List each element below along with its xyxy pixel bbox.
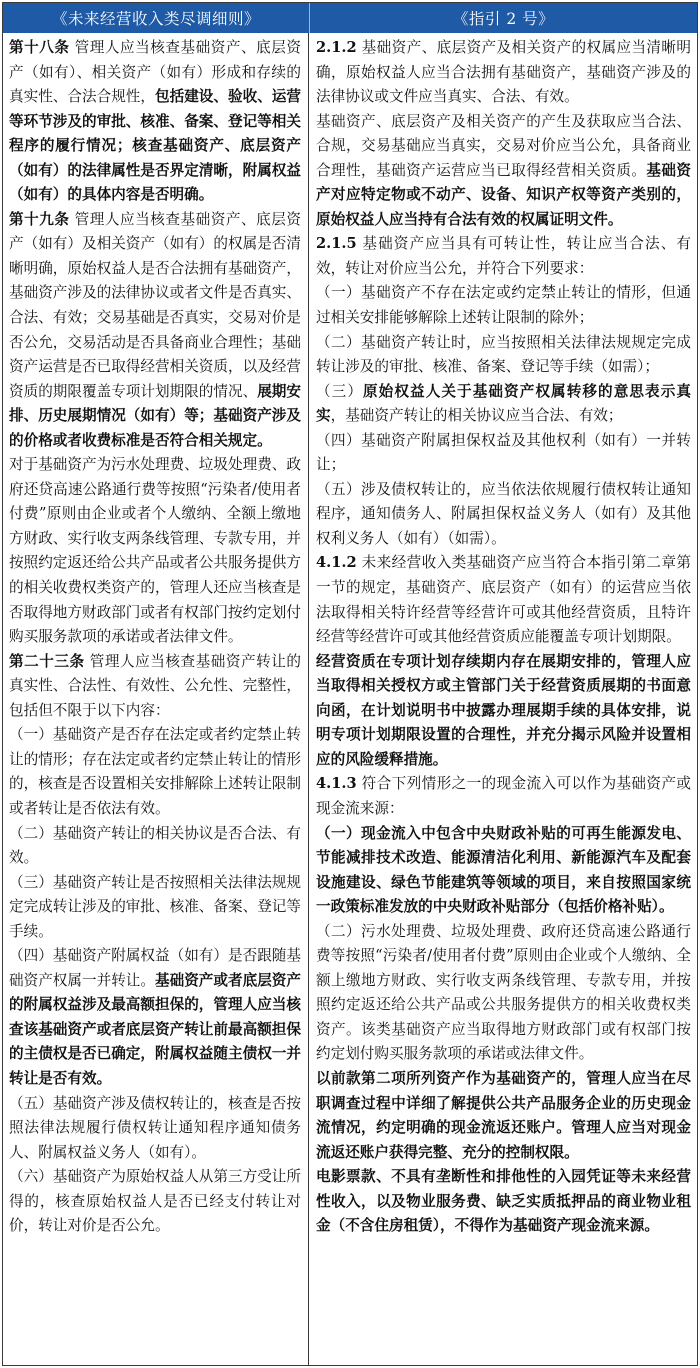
body-text: （五）涉及债权转让的，应当依法依规履行债权转让通知程序，通知债务人、附属担保权益义务人（如有）及其他权利义务人（如有）（如需）。 (316, 480, 691, 547)
right-paragraph (316, 1165, 691, 1239)
right-paragraph (316, 110, 691, 233)
body-text: 管理人应当核查基础资产、底层资产（如有）及相关资产（如有）的权属是否清晰明确，原始权益人是否合法拥有基础资产，基础资产涉及的法律协议或者文件是否真实、合法、有效；交易基础是否真实，交易对价是否公允，交易活动是否具备商业合理性；基础资产运营是否已取得经营相关资质，以及经营资质的期限覆盖专项计划期限的情况、 (9, 210, 301, 400)
body-text: （三） (316, 382, 364, 400)
right-paragraph (316, 281, 691, 330)
left-paragraph (9, 871, 301, 945)
left-paragraph (9, 208, 301, 453)
left-paragraph (9, 1092, 301, 1166)
left-paragraph (9, 650, 301, 724)
bold-text: 以前款第二项所列资产作为基础资产的，管理人应当在尽职调查过程中详细了解提供公共产品服务企业的历史现金流情况，约定明确的现金流返还账户。管理人应当对现金流返还账户获得完整、充分的控制权限。 (316, 1069, 691, 1161)
body-text: （六）基础资产为原始权益人从第三方受让所得的，核查原始权益人是否已经支付转让对价，转让对价是否公允。 (9, 1168, 301, 1235)
body-text: （二）基础资产转让的相关协议是否合法、有效。 (9, 824, 301, 867)
right-column (309, 33, 697, 1365)
right-paragraph (316, 429, 691, 478)
left-paragraph (9, 36, 301, 208)
bold-text: （一）现金流入中包含中央财政补贴的可再生能源发电、节能减排技术改造、能源清洁化利用、新能源汽车及配套设施建设、绿色节能建筑等领域的项目，来自按照国家统一政策标准发放的中央财政补贴部分（包括价格补贴）。 (316, 824, 691, 916)
right-paragraph (316, 822, 691, 920)
left-paragraph (9, 723, 301, 821)
left-paragraph (9, 1165, 301, 1239)
body-text: （三）基础资产转让是否按照相关法律法规规定完成转让涉及的审批、核准、备案、登记等手续。 (9, 873, 301, 940)
left-column (3, 33, 309, 1365)
bold-text: 包括建设、验收、运营等环节涉及的审批、核准、备案、登记等相关程序的履行情况；核查基础资产、底层资产（如有）的法律属性是否界定清晰，附属权益（如有）的具体内容是否明确。 (9, 88, 301, 204)
right-paragraph (316, 232, 691, 281)
body-text: 未来经营收入类基础资产应当符合本指引第二章第一节的规定，基础资产、底层资产（如有）的运营应当依法取得相关特许经营等经营许可或其他经营资质，且特许经营等经营许可或其他经营资质应能覆盖专项计划期限。 (316, 554, 691, 646)
left-paragraph (9, 944, 301, 1091)
left-column-title: 《未来经营收入类尽调细则》 (3, 3, 310, 33)
left-paragraph (9, 453, 301, 649)
body-text: 符合下列情形之一的现金流入可以作为基础资产或现金流来源： (316, 775, 691, 817)
body-text: （五）基础资产涉及债权转让的，核查是否按照法律法规履行债权转让通知程序通知债务人、附属权益义务人（如有）。 (9, 1094, 301, 1161)
body-text: 对于基础资产为污水处理费、垃圾处理费、政府还贷高速公路通行费等按照“污染者/使用者付费”原则由企业或者个人缴纳、全额上缴地方财政、实行收支两条线管理、专款专用，并按照约定返还给公共产品或者公共服务提供方的相关收费权类资产的，管理人还应当核查是否取得地方财政部门或者有权部门按约定划付购买服务款项的承诺或者法律文件。 (9, 456, 301, 646)
bold-text: 展期安排、历史展期情况（如有）等；基础资产涉及的价格或者收费标准是否符合相关规定。 (9, 382, 301, 449)
bold-text: 第二十三条 (9, 652, 85, 670)
right-paragraph (316, 478, 691, 552)
bold-text: 4.1.3 (316, 775, 357, 793)
left-paragraph (9, 822, 301, 871)
right-paragraph (316, 920, 691, 1067)
body-text: 管理人应当核查基础资产、底层资产（如有）、相关资产（如有）形成和存续的真实性、合法合规性， (9, 39, 301, 106)
table-header (3, 3, 697, 33)
right-column-title: 《指引 2 号》 (452, 10, 555, 28)
right-paragraph (316, 1067, 691, 1165)
bold-text: 2.1.2 (316, 39, 357, 56)
comparison-table (2, 2, 698, 1366)
body-text: （二）污水处理费、垃圾处理费、政府还贷高速公路通行费等按照“污染者/使用者付费”原则由企业或个人缴纳、全额上缴地方财政、实行收支两条线管理、专款专用，并按照约定返还给公共产品或公共服务提供方的相关收费权类资产。该类基础资产应当取得地方财政部门或有权部门按约定划付购买服务款项的承诺或法律文件。 (316, 922, 691, 1063)
right-paragraph (316, 772, 691, 821)
body-text: 基础资产、底层资产及相关资产的权属应当清晰明确，原始权益人应当合法拥有基础资产，基础资产涉及的法律协议或文件应当真实、合法、有效。 (316, 39, 691, 106)
bold-text: 4.1.2 (316, 554, 357, 572)
bold-text: 第十九条 (9, 210, 70, 228)
right-paragraph (316, 331, 691, 380)
bold-text: 经营资质在专项计划存续期内存在展期安排的，管理人应当取得相关授权方或主管部门关于经营资质展期的书面意向函，在计划说明书中披露办理展期手续的具体安排，说明专项计划期限设置的合理性，并充分揭示风险并设置相应的风险缓释措施。 (316, 652, 691, 768)
right-paragraph (316, 36, 691, 110)
body-text: 管理人应当核查基础资产转让的真实性、合法性、有效性、公允性、完整性，包括但不限于以下内容： (9, 652, 301, 719)
bold-text: 基础资产对应特定物或不动产、设备、知识产权等资产类别的，原始权益人应当持有合法有效的权属证明文件。 (316, 161, 691, 228)
body-text: ，基础资产转让的相关协议应当合法、有效； (330, 407, 623, 425)
bold-text: 基础资产或者底层资产的附属权益涉及最高额担保的，管理人应当核查该基础资产或者底层资产转让前最高额担保的主债权是否已确定，附属权益随主债权一并转让是否有效。 (9, 971, 301, 1087)
body-text: （四）基础资产附属担保权益及其他权利（如有）一并转让； (316, 431, 691, 474)
bold-text: 电影票款、不具有垄断性和排他性的入园凭证等未来经营性收入，以及物业服务费、缺乏实质抵押品的商业物业租金（不含住房租赁），不得作为基础资产现金流来源。 (316, 1168, 691, 1235)
right-paragraph (316, 380, 691, 429)
right-paragraph (316, 551, 691, 649)
body-text: 基础资产、底层资产及相关资产的产生及获取应当合法、合规，交易基础应当真实，交易对价应当公允，具备商业合理性，基础资产运营应当已取得经营相关资质。 (316, 112, 691, 179)
body-text: （一）基础资产不存在法定或约定禁止转让的情形，但通过相关安排能够解除上述转让限制的除外； (316, 284, 691, 327)
body-text: 基础资产应当具有可转让性，转让应当合法、有效，转让对价应当公允，并符合下列要求： (316, 235, 691, 277)
body-text: （四）基础资产附属权益（如有）是否跟随基础资产权属一并转让。 (9, 947, 301, 989)
bold-text: 2.1.5 (316, 235, 357, 253)
right-paragraph (316, 650, 691, 773)
body-text: （一）基础资产是否存在法定或者约定禁止转让的情形；存在法定或者约定禁止转让的情形的，核查是否设置相关安排解除上述转让限制或者转让是否依法有效。 (9, 726, 301, 817)
body-text: （二）基础资产转让时，应当按照相关法律法规规定完成转让涉及的审批、核准、备案、登记等手续（如需）； (316, 333, 691, 376)
bold-text: 原始权益人关于基础资产权属转移的意思表示真实 (316, 382, 691, 425)
bold-text: 第十八条 (9, 39, 70, 56)
